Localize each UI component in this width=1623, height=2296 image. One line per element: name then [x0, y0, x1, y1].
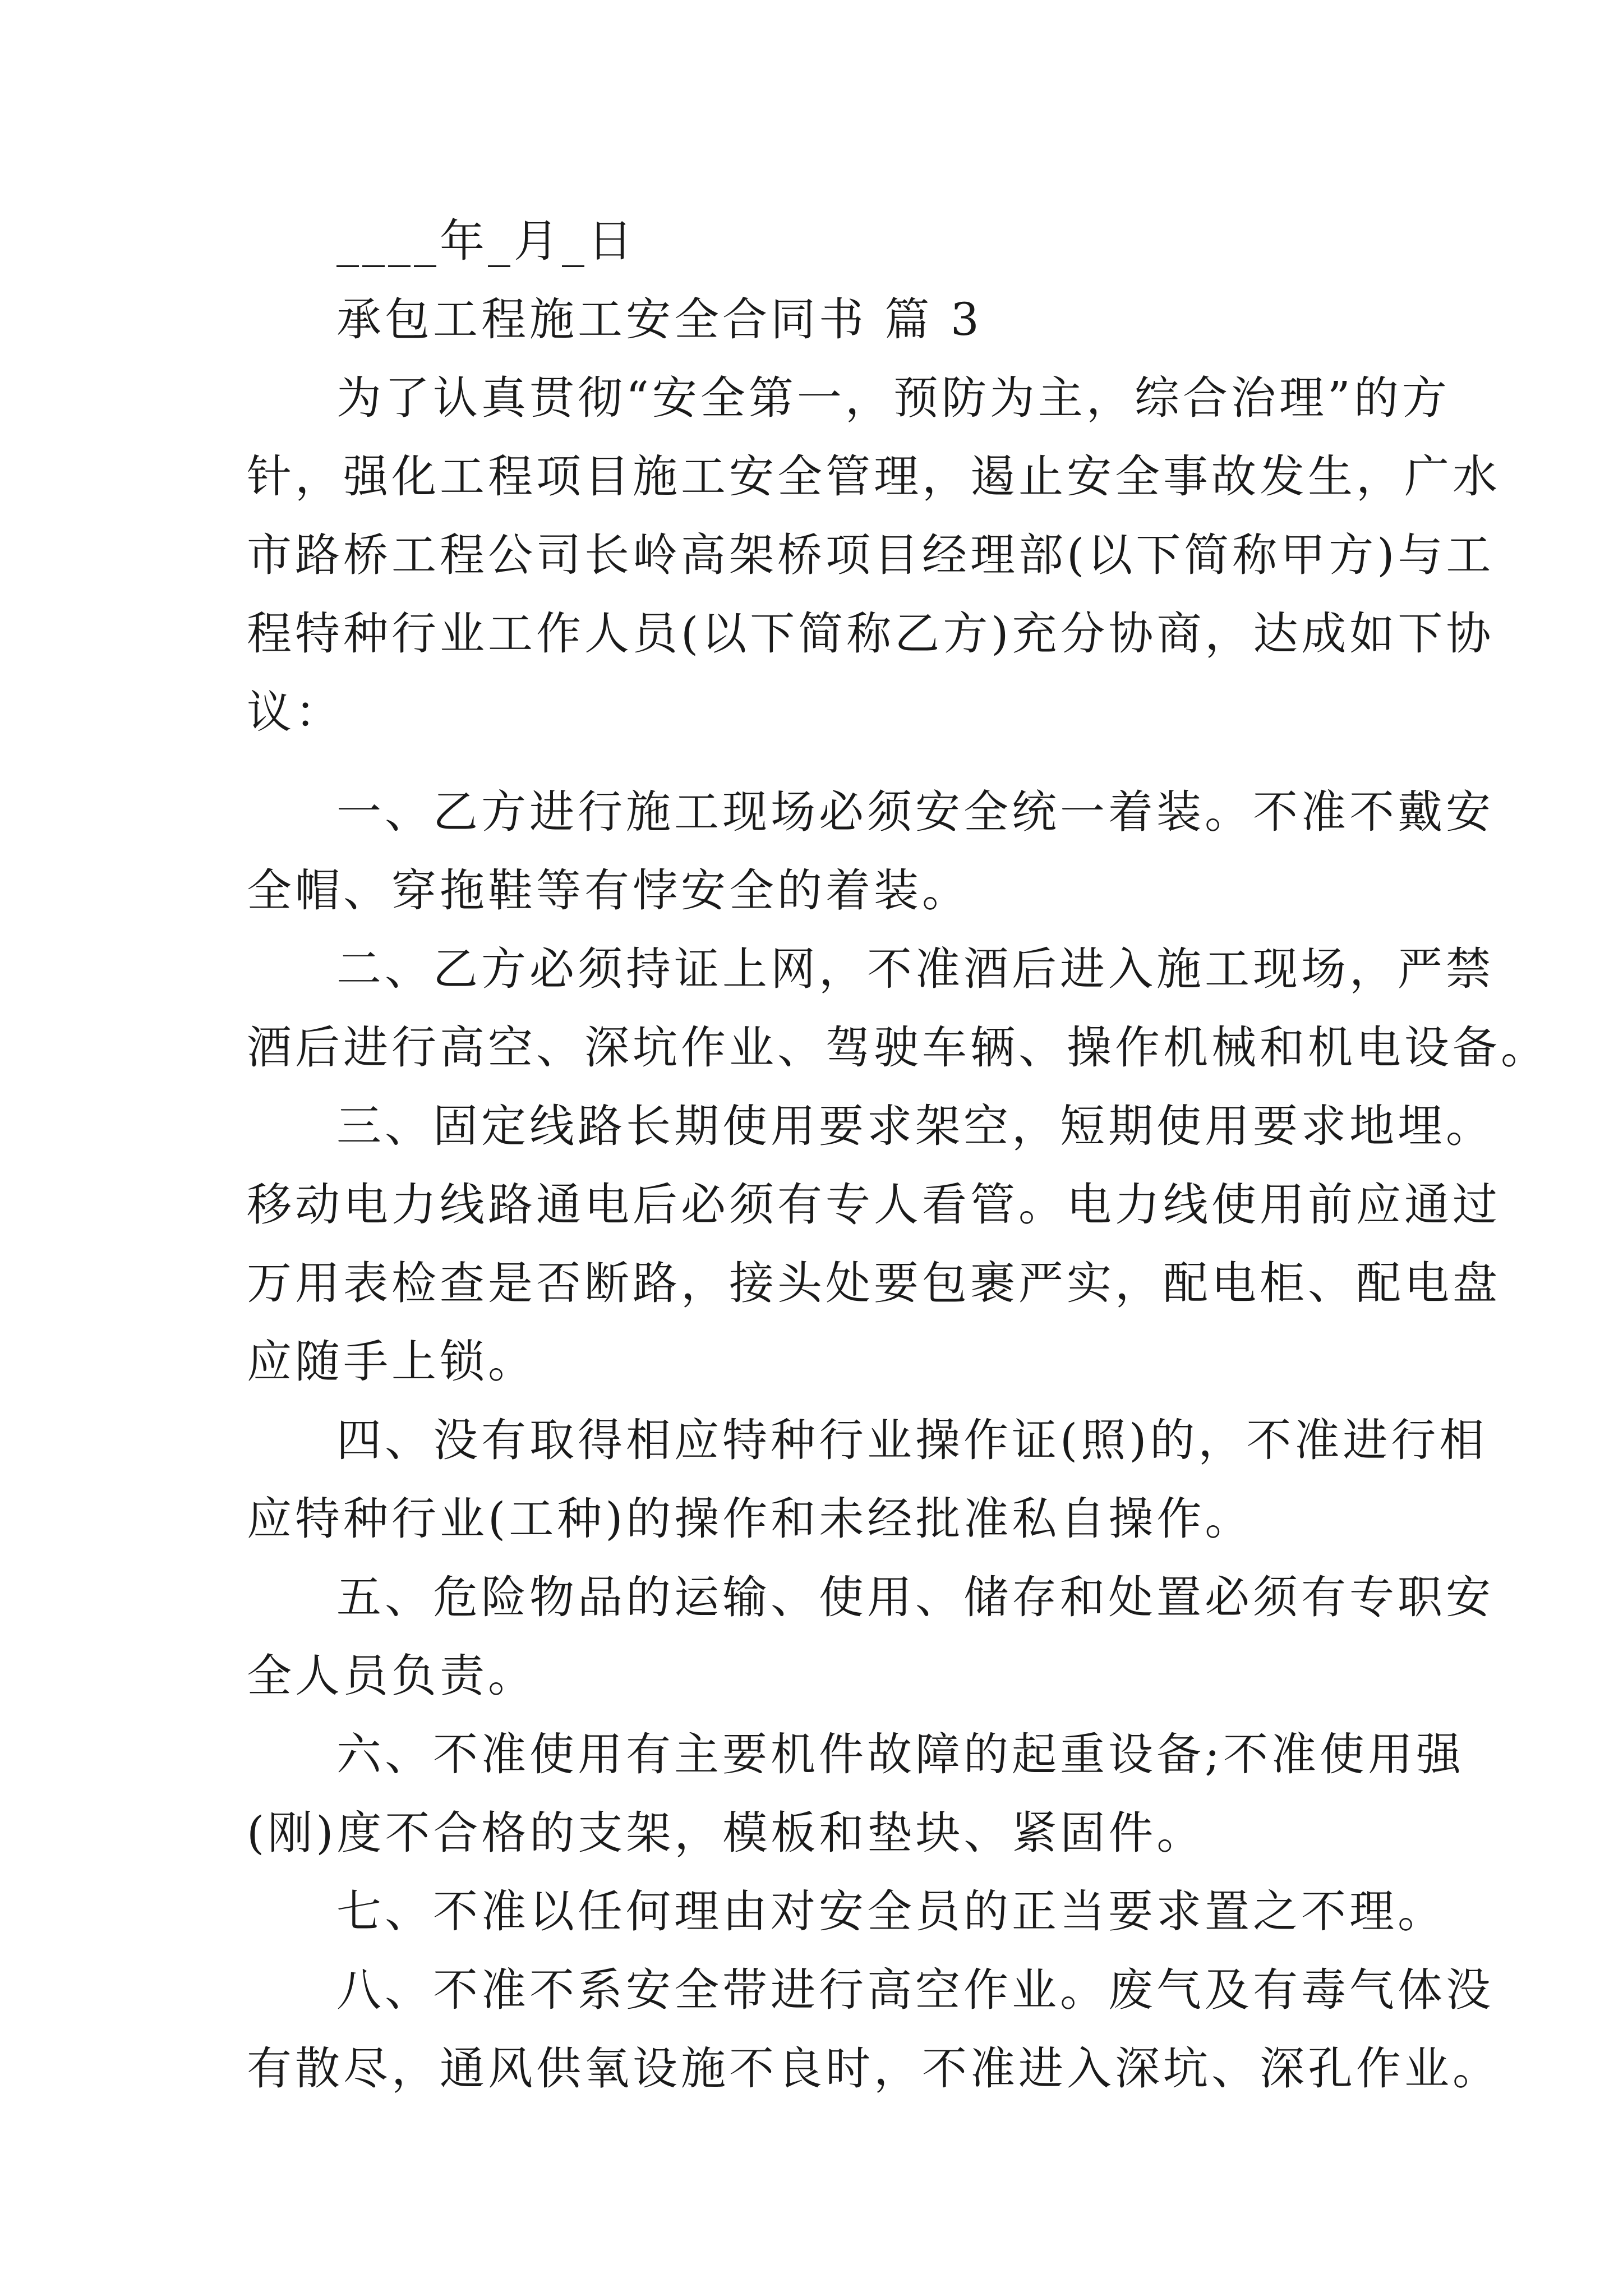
text-line: 为了认真贯彻“安全第一，预防为主，综合治理”的方 [336, 372, 1450, 424]
text-line: 六、不准使用有主要机件故障的起重设备;不准使用强 [336, 1728, 1464, 1780]
text-line: 七、不准以任何理由对安全员的正当要求置之不理。 [336, 1885, 1446, 1938]
clause-4 [247, 1401, 1488, 1558]
clause-3 [247, 1087, 1501, 1401]
text-line: 酒后进行高空、深坑作业、驾驶车辆、操作机械和机电设备。 [247, 1022, 1549, 1074]
text-line: 程特种行业工作人员(以下简称乙方)充分协商，达成如下协 [247, 608, 1495, 660]
clause-1 [247, 773, 1494, 930]
text-line: 应随手上锁。 [247, 1336, 536, 1388]
text-line: 针，强化工程项目施工安全管理，遏止安全事故发生，广水 [247, 450, 1501, 503]
text-line: 二、乙方必须持证上网，不准酒后进入施工现场，严禁 [336, 943, 1494, 995]
clause-2 [247, 930, 1549, 1087]
text-line: 有散尽，通风供氧设施不良时，不准进入深坑、深孔作业。 [247, 2042, 1501, 2095]
date-line: ____年_月_日 [336, 215, 636, 267]
document-body [247, 202, 1549, 2108]
document-title: 承包工程施工安全合同书 篇 3 [336, 293, 983, 346]
text-line: 三、固定线路长期使用要求架空，短期使用要求地埋。 [336, 1100, 1494, 1152]
text-line: 八、不准不系安全带进行高空作业。废气及有毒气体没 [336, 1964, 1494, 2016]
text-line: (刚)度不合格的支架，模板和垫块、紧固件。 [247, 1807, 1205, 1859]
text-line: 四、没有取得相应特种行业操作证(照)的，不准进行相 [336, 1414, 1488, 1466]
text-line: 五、危险物品的运输、使用、储存和处置必须有专职安 [336, 1571, 1494, 1623]
clause-5 [247, 1558, 1494, 1715]
preamble-paragraph [247, 359, 1501, 752]
text-line: 全人员负责。 [247, 1650, 536, 1702]
clause-8 [247, 1951, 1501, 2108]
text-line: 移动电力线路通电后必须有专人看管。电力线使用前应通过 [247, 1179, 1501, 1231]
text-line: 全帽、穿拖鞋等有悖安全的着装。 [247, 864, 970, 917]
text-line: 万用表检查是否断路，接头处要包裹严实，配电柜、配电盘 [247, 1257, 1501, 1309]
text-line: 市路桥工程公司长岭高架桥项目经理部(以下简称甲方)与工 [247, 529, 1495, 581]
clause-6 [247, 1715, 1464, 1872]
text-line: 议： [247, 686, 343, 738]
clause-7 [247, 1872, 1446, 1951]
text-line: 应特种行业(工种)的操作和未经批准私自操作。 [247, 1493, 1253, 1545]
text-line: 一、乙方进行施工现场必须安全统一着装。不准不戴安 [336, 786, 1494, 838]
